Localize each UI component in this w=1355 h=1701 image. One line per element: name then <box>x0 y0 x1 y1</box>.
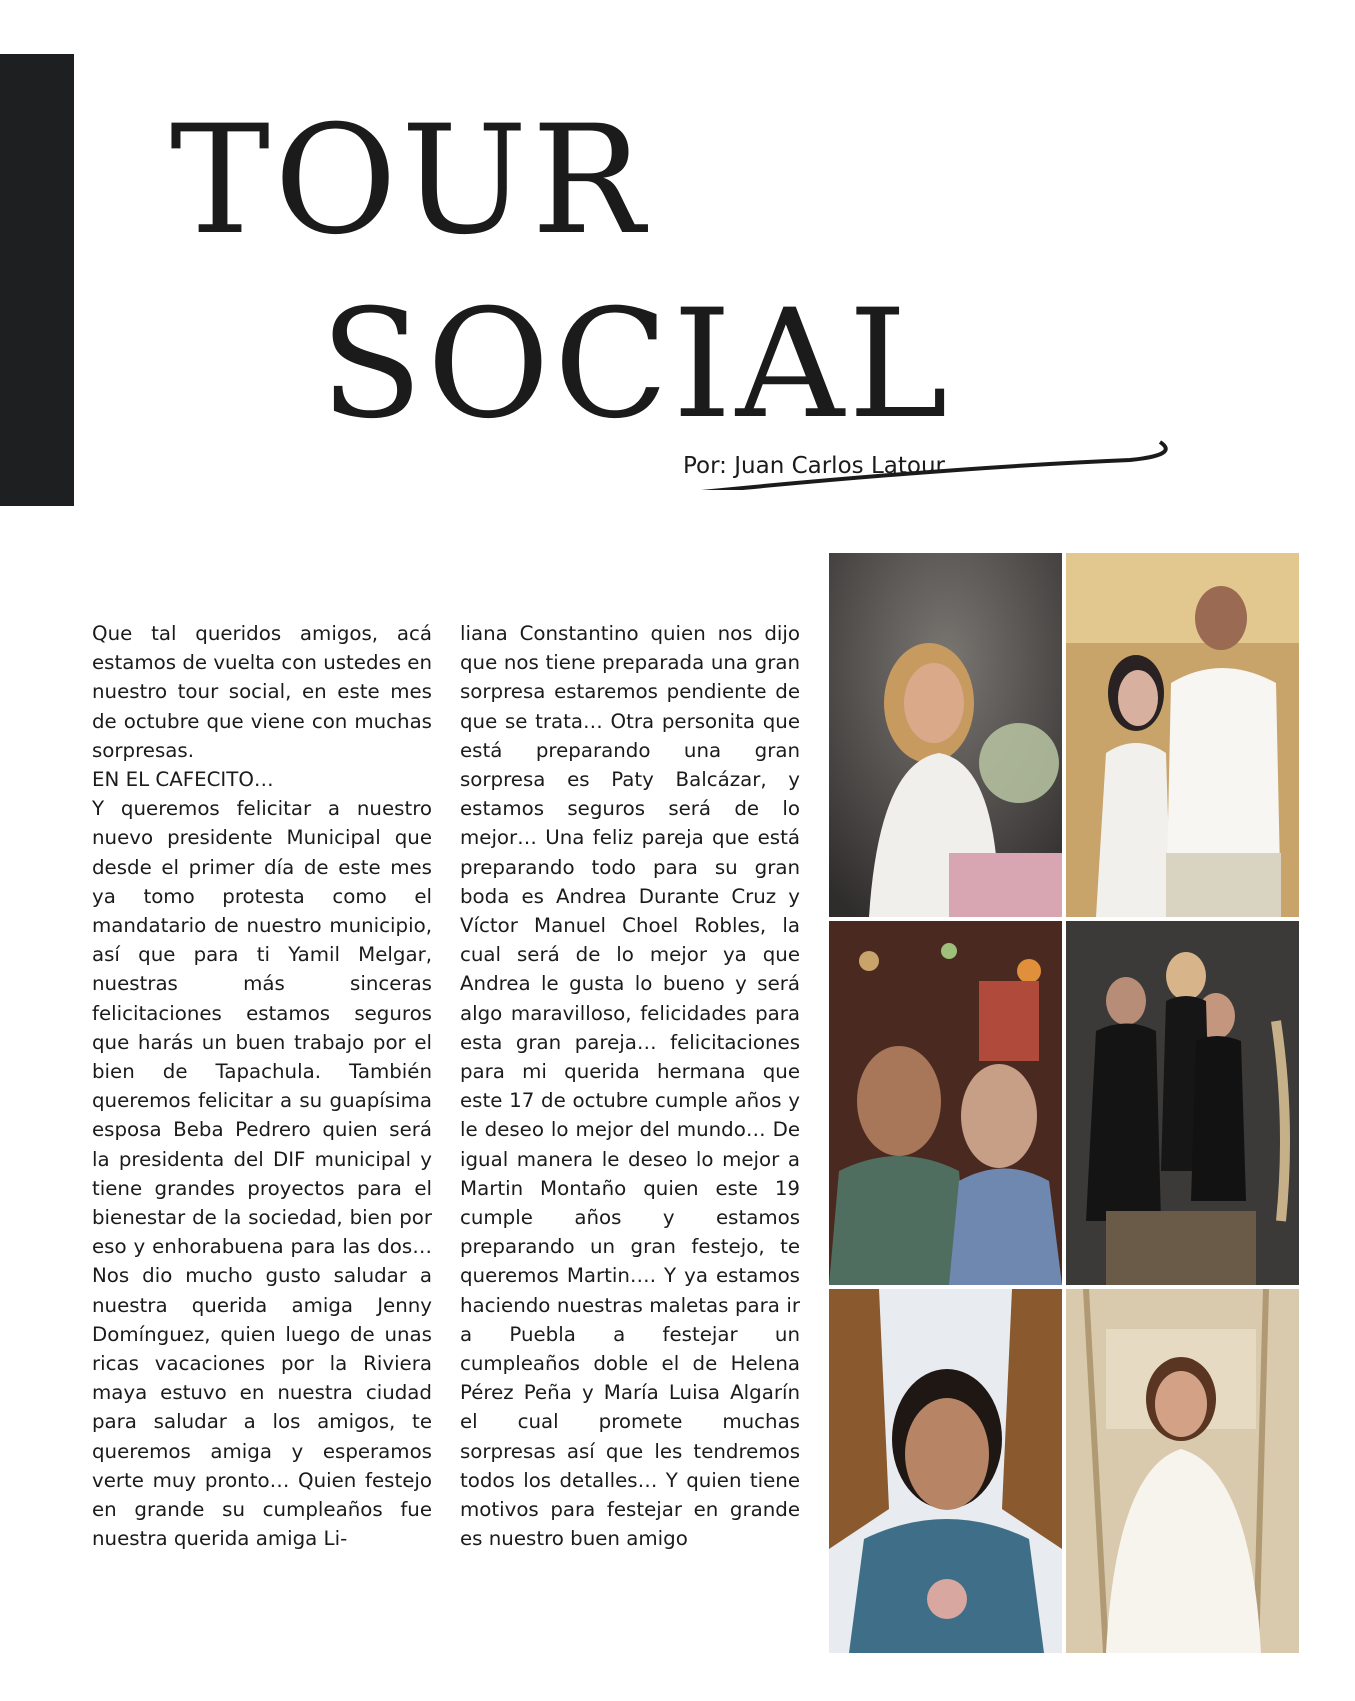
photo-woman-with-bouquet <box>829 553 1062 917</box>
byline: Por: Juan Carlos Latour <box>683 453 945 479</box>
title-line-social: SOCIAL <box>320 278 952 452</box>
column1-subheading: EN EL CAFECITO… <box>92 768 274 792</box>
masthead-title <box>170 70 1190 490</box>
title-line-tour: TOUR <box>170 94 649 268</box>
photo-couple-in-white <box>1066 553 1299 917</box>
article-column-1 <box>92 619 432 1554</box>
photo-couple-restaurant <box>829 921 1062 1285</box>
photo-woman-white-dress <box>1066 1289 1299 1653</box>
photo-collage <box>829 553 1299 1653</box>
column1-paragraph-2: Y queremos felicitar a nuestro nuevo presidente Municipal que desde el primer día de este mes ya tomo protesta como el mandatario de nuestro municipio, así que para ti Yamil Melgar, nuestras más sinceras felicitaciones estamos seguros que harás un buen trabajo por el bien de Tapachula. También queremos felicitar a su guapísima esposa Beba Pedrero quien será la presidenta del DIF municipal y tiene grandes proyectos para el bienestar de la sociedad, bien por eso y enhorabuena para las dos…Nos dio mucho gusto saludar a nuestra querida amiga Jenny Domínguez, quien luego de unas ricas vacaciones por la Riviera maya estuvo en nuestra ciudad para saludar a los amigos, te queremos amiga y esperamos verte muy pronto… Quien festejo en grande su cumpleaños fue nuestra querida amiga Li- <box>92 797 432 1551</box>
photo-woman-selfie <box>829 1289 1062 1653</box>
title-swash-ornament <box>170 70 1190 490</box>
decorative-side-bar <box>0 54 74 506</box>
column2-paragraph-1: liana Constantino quien nos dijo que nos tiene preparada una gran sorpresa estaremos pendiente de que se trata… Otra personita que está preparando una gran sorpresa es Paty Balcázar, y estamos seguros será de lo mejor… Una feliz pareja que está preparando todo para su gran boda es Andrea Durante Cruz y Víctor Manuel Choel Robles, la cual será de lo mejor ya que Andrea le gusta lo bueno y será algo maravilloso, felicidades para esta gran pareja… felicitaciones para mi querida hermana que este 17 de octubre cumple años y le deseo lo mejor del mundo… De igual manera le deseo lo mejor a Martin Montaño quien este 19 cumple años y estamos preparando un gran festejo, te queremos Martin…. Y ya estamos haciendo nuestras maletas para ir a Puebla a festejar un cumpleaños doble el de Helena Pérez Peña y María Luisa Algarín el cual promete muchas sorpresas así que les tendremos todos los detalles… Y quien tiene motivos para festejar en grande es nuestro buen amigo <box>460 622 800 1551</box>
column1-paragraph-1: Que tal queridos amigos, acá estamos de vuelta con ustedes en nuestro tour social, en este mes de octubre que viene con muchas sorpresas. <box>92 622 433 762</box>
article-column-2 <box>460 619 800 1554</box>
photo-family-in-black <box>1066 921 1299 1285</box>
